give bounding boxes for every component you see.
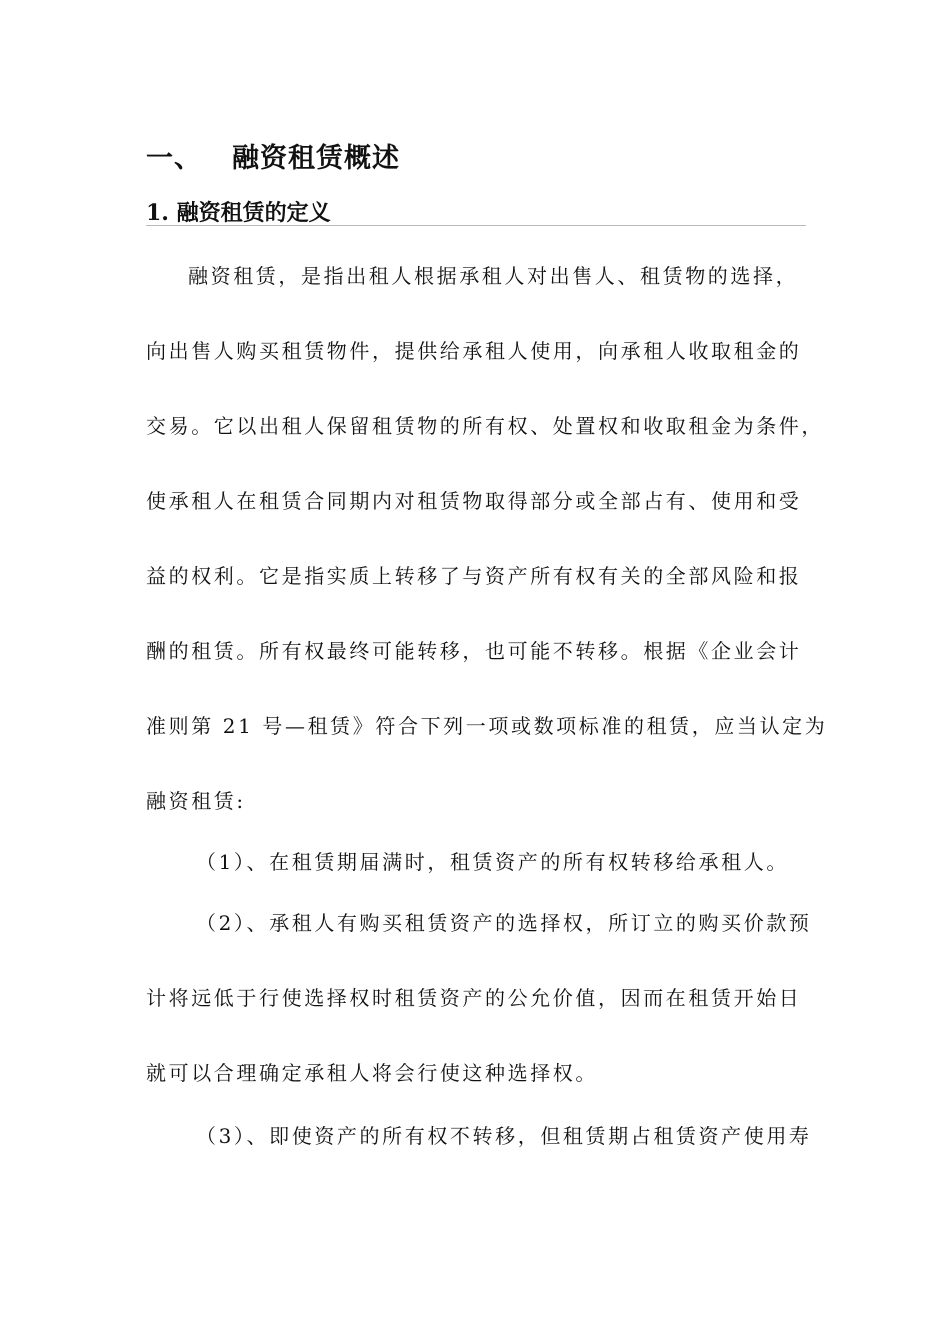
section-number: 一、 <box>146 143 202 174</box>
section-heading <box>146 136 400 175</box>
list-item: （2）、承租人有购买租赁资产的选择权，所订立的购买价款预 <box>196 911 812 935</box>
paragraph-line: 准则第 21 号—租赁》符合下列一项或数项标准的租赁，应当认定为 <box>146 714 828 738</box>
section-title: 融资租赁概述 <box>232 143 400 174</box>
paragraph-line: 计将远低于行使选择权时租赁资产的公允价值，因而在租赁开始日 <box>146 986 802 1010</box>
heading-divider <box>146 225 806 226</box>
paragraph-line: 酬的租赁。所有权最终可能转移，也可能不转移。根据《企业会计 <box>146 639 802 663</box>
paragraph-line: 交易。它以出租人保留租赁物的所有权、处置权和收取租金为条件， <box>146 414 824 438</box>
paragraph-line: 使承租人在租赁合同期内对租赁物取得部分或全部占有、使用和受 <box>146 489 802 513</box>
paragraph-line: 就可以合理确定承租人将会行使这种选择权。 <box>146 1061 598 1085</box>
paragraph-line: 融资租赁: <box>146 789 246 813</box>
paragraph-line: 向出售人购买租赁物件，提供给承租人使用，向承租人收取租金的 <box>146 339 802 363</box>
paragraph-line: 融资租赁，是指出租人根据承租人对出售人、租赁物的选择， <box>188 264 799 288</box>
paragraph-line: 益的权利。它是指实质上转移了与资产所有权有关的全部风险和报 <box>146 564 802 588</box>
list-item: （3）、即使资产的所有权不转移，但租赁期占租赁资产使用寿 <box>196 1124 812 1148</box>
subsection-heading: 1. 融资租赁的定义 <box>146 200 331 226</box>
list-item: （1）、在租赁期届满时，租赁资产的所有权转移给承租人。 <box>196 850 789 874</box>
